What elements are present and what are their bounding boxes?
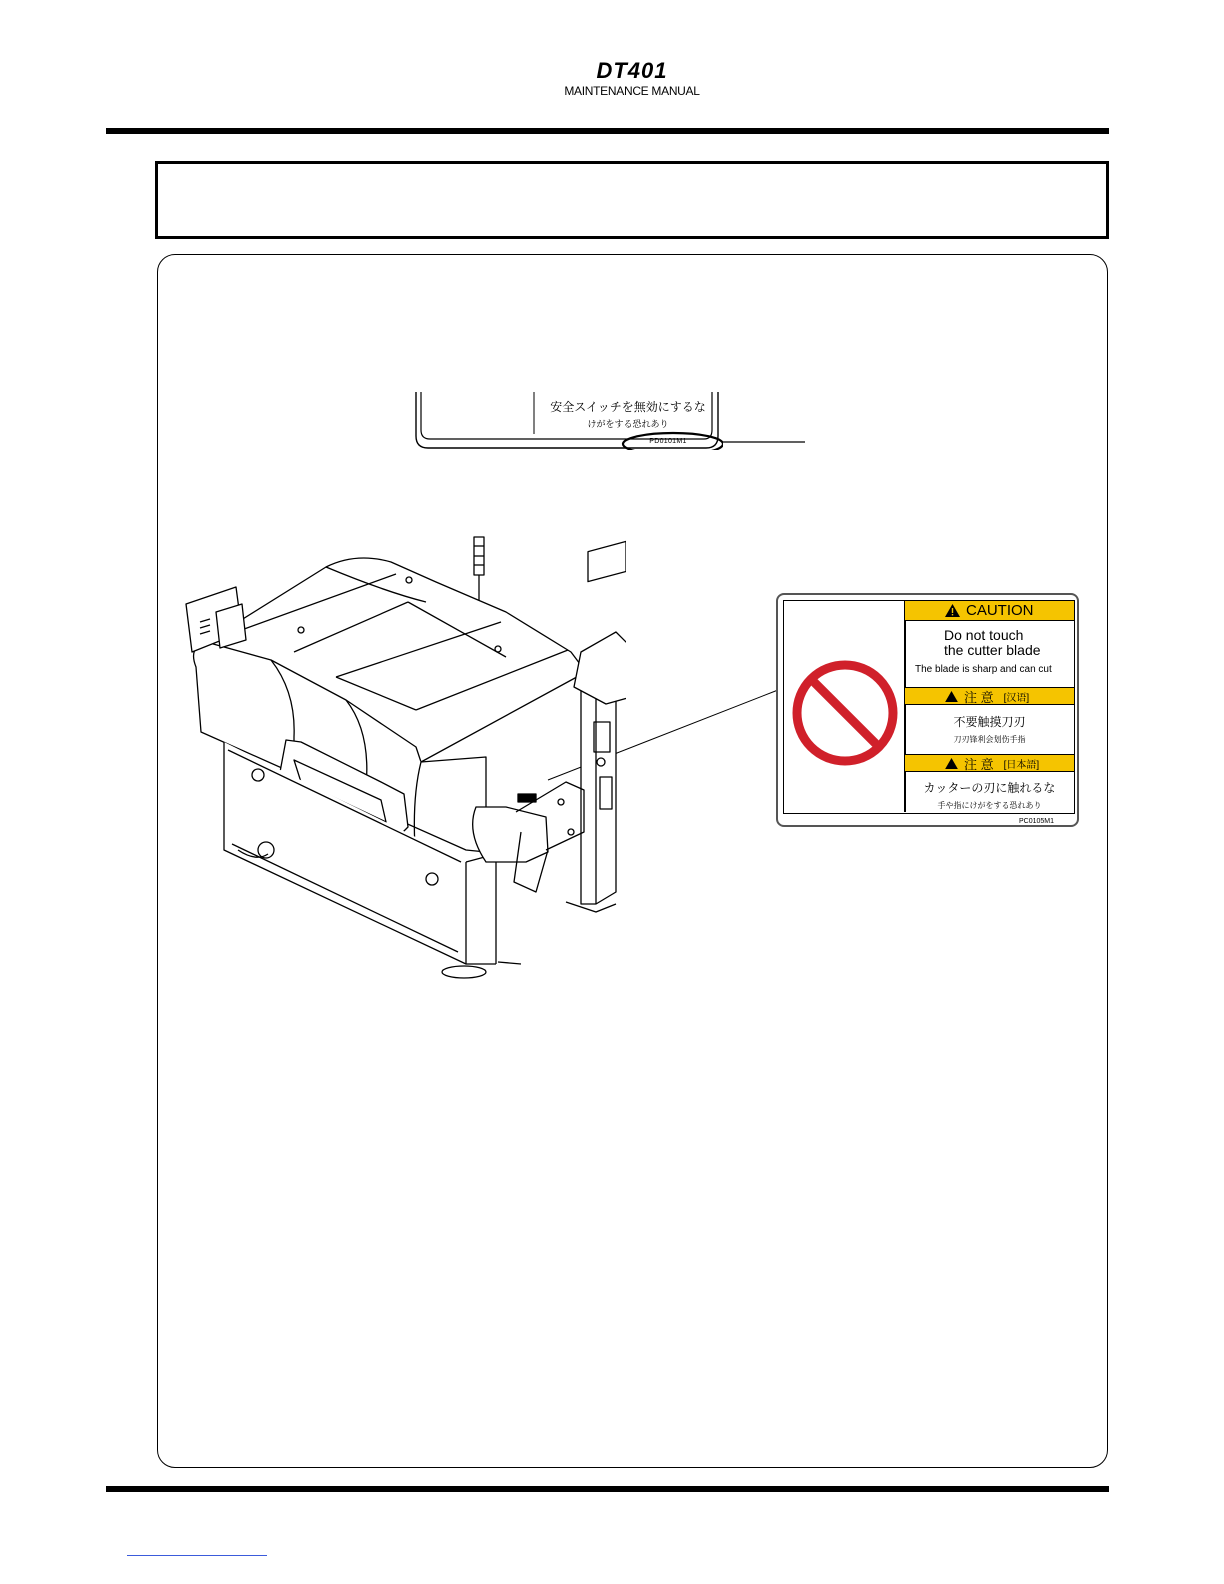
cutter-caution-label [776,593,1079,827]
caution-line-1: Do not touch [944,627,1024,643]
caution-jp-sub: 手や指にけがをする恐れあり [937,801,1042,810]
prohibition-icon [790,658,900,768]
manual-subtitle: MAINTENANCE MANUAL [564,84,700,98]
caution-line-2: the cutter blade [944,642,1041,658]
footer-link-underline[interactable] [127,1555,267,1556]
manual-model-title: DT401 [596,58,668,83]
caution-cn-sub: 刀刃锋利会划伤手指 [953,735,1026,744]
safety-label-sub-text: けがをする恐れあり [587,419,669,429]
caution-banner-jp [905,754,1074,772]
caution-banner-cn [905,687,1074,705]
footer-rule [106,1486,1109,1492]
caution-cn-main: 不要触摸刀刃 [953,715,1026,729]
caution-heading-jp: 注 意 [964,756,994,772]
safety-label-code: PD0101M1 [649,438,687,445]
caution-heading-en: CAUTION [966,602,1034,619]
caution-label-code: PC0105M1 [1018,818,1054,825]
warning-triangle-icon [945,691,958,702]
safety-label-main-text: 安全スイッチを無効にするな [550,400,706,414]
caution-line-3: The blade is sharp and can cut [915,664,1052,675]
caution-jp-main: カッターの刃に触れるな [923,781,1056,795]
machine-illustration [176,532,626,987]
warning-triangle-icon [945,758,958,769]
warning-triangle-icon [945,604,960,617]
caution-heading-cn: 注 意 [964,689,994,705]
caution-heading-cn-tag: [汉语] [1003,692,1030,704]
caution-label-inner-frame [783,600,1075,814]
caution-heading-jp-tag: [日本語] [1003,759,1040,771]
caution-banner-en [905,601,1074,621]
